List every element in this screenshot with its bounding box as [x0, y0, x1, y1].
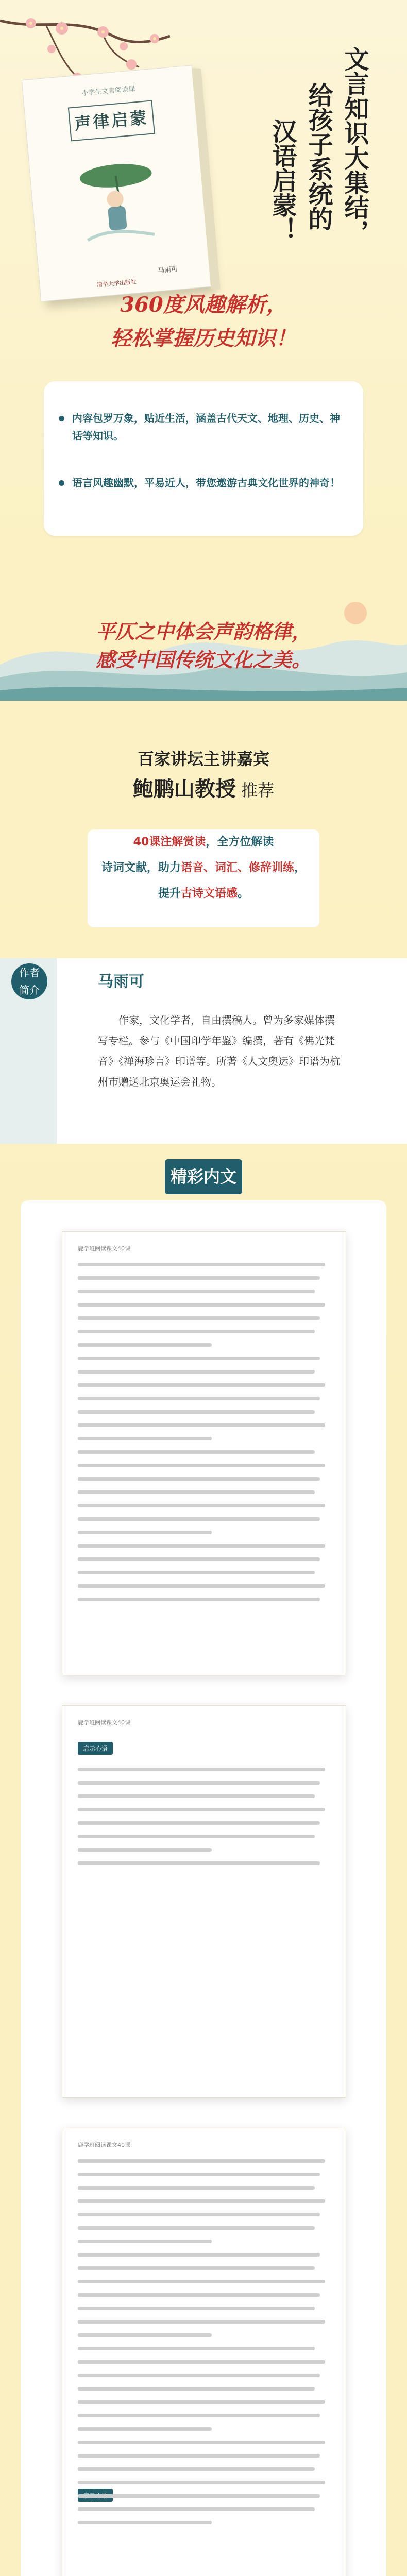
samples-section-title: 精彩内文	[165, 1159, 242, 1194]
text-line	[78, 1794, 315, 1798]
tab-text: 简介	[19, 984, 40, 996]
text-line	[78, 2293, 320, 2297]
recommender-name: 鲍鹏山教授	[132, 777, 236, 801]
text-line	[78, 1504, 325, 1507]
sheet-header: 鹿学班阅读课文40课	[78, 1245, 130, 1252]
text-line	[78, 1808, 325, 1811]
slogan-line-1: 360度风趣解析，	[120, 293, 287, 317]
text-line	[78, 2333, 212, 2337]
feature-item	[72, 410, 340, 445]
text-line	[78, 2481, 325, 2484]
text-line	[78, 2347, 315, 2350]
text: 诗词文献，助力	[101, 861, 181, 874]
text-line	[78, 1276, 320, 1280]
text-line	[78, 1290, 315, 1293]
sheet-tag: 启示心语	[78, 1742, 113, 1755]
text-line	[78, 2360, 325, 2364]
text-line	[78, 1316, 320, 1320]
author-card	[0, 958, 407, 1144]
text-line	[78, 2427, 212, 2431]
text-line	[78, 2226, 315, 2230]
headline-col-3: 汉语启蒙！	[268, 118, 297, 242]
sheet-header: 鹿学班阅读课文40课	[78, 1719, 130, 1726]
hero-section	[0, 0, 407, 567]
text-line	[78, 2494, 320, 2498]
text-line	[78, 2374, 320, 2377]
banner-line-1: 平仄之中体会声韵格律，	[95, 620, 311, 643]
text-line	[78, 1557, 320, 1561]
text-line	[78, 2467, 315, 2471]
sample-page-1	[62, 1231, 346, 1675]
text-line	[78, 2199, 325, 2203]
bullet-icon	[59, 416, 64, 421]
text-line	[78, 1598, 320, 1601]
recommend-line-2	[88, 855, 319, 881]
recommend-suffix: 推荐	[241, 781, 275, 800]
highlight-text: 40课注解赏读	[133, 836, 206, 849]
text-line	[78, 1423, 325, 1427]
text-line	[78, 1370, 315, 1374]
recommend-title: 百家讲坛主讲嘉宾	[137, 749, 269, 769]
text-line	[78, 2320, 325, 2324]
author-label-tab	[11, 963, 47, 999]
tab-text: 作者	[19, 967, 40, 979]
text: 提升	[158, 887, 181, 900]
text-line	[78, 1450, 315, 1454]
landscape-banner	[0, 587, 407, 701]
banner-line-2: 感受中国传统文化之美。	[95, 648, 311, 671]
text-line	[78, 1303, 325, 1307]
headline-col-2: 给孩子系统的	[304, 82, 333, 231]
text-line	[78, 2400, 325, 2404]
text-line	[78, 2159, 325, 2163]
highlight-text: 古诗文语感	[180, 887, 238, 900]
sample-pages-panel	[21, 1200, 386, 2576]
text-line	[78, 2507, 315, 2511]
text-line	[78, 2307, 315, 2310]
text-line	[78, 2454, 320, 2458]
sample-page-3	[62, 2128, 346, 2576]
feature-text: 语言风趣幽默，平易近人，带您遨游古典文化世界的神奇！	[72, 477, 340, 489]
book-cover	[22, 65, 211, 301]
text-line	[78, 1357, 320, 1360]
sheet-header: 鹿学班阅读课文40课	[78, 2142, 130, 2148]
book-series: 小学生文言阅读课	[81, 85, 135, 98]
text-line	[78, 2186, 315, 2190]
text-line	[78, 2173, 320, 2176]
text-line	[78, 1768, 325, 1771]
feature-text: 内容包罗万象，贴近生活，涵盖古代天文、地理、历史、神话等知识。	[72, 412, 340, 442]
text-line	[78, 1383, 325, 1387]
text: 。	[238, 887, 249, 900]
text-line	[78, 2253, 320, 2257]
child-with-lotus-leaf-illustration	[71, 151, 165, 246]
text-line	[78, 2387, 315, 2391]
recommend-subtitle	[0, 773, 407, 802]
recommend-line-3	[88, 881, 319, 907]
text-line	[78, 1397, 320, 1400]
recommend-line-1	[88, 829, 319, 855]
text-line	[78, 2240, 212, 2243]
feature-box	[44, 381, 363, 536]
text-line	[78, 1861, 320, 1865]
slogan-line-2: 轻松掌握历史知识！	[111, 326, 296, 350]
text: ，全方位解读	[206, 836, 274, 849]
text-line	[78, 1437, 212, 1440]
text-line	[78, 2441, 325, 2444]
text-line	[78, 1531, 212, 1534]
text-line	[78, 1821, 320, 1825]
book-title: 声律启蒙	[68, 100, 155, 141]
text: ，	[294, 861, 306, 874]
book-author: 马雨可	[157, 265, 178, 275]
text-line	[78, 1848, 212, 1852]
author-bio: 作家，文化学者，自由撰稿人。曾为多家媒体撰写专栏。参与《中国印学年鉴》编撰，著有《佛光梵音》《禅海珍言》印谱等。所著《人文奥运》印谱为杭州市赠送北京奥运会礼物。	[98, 1014, 340, 1088]
text-line	[78, 1477, 320, 1481]
text-line	[78, 1263, 325, 1266]
recommend-box	[88, 829, 319, 927]
text-line	[78, 1584, 325, 1588]
text-line	[78, 1343, 212, 1347]
text-line	[78, 2280, 325, 2283]
book-spine	[192, 68, 221, 289]
feature-item	[72, 474, 340, 492]
text-line	[78, 2266, 315, 2270]
text-line	[78, 2213, 320, 2216]
text-line	[78, 1330, 315, 1333]
text-line	[78, 1781, 320, 1785]
text-line	[78, 1544, 325, 1548]
text-line	[78, 1464, 325, 1467]
text-line	[78, 1490, 315, 1494]
text-line	[78, 2521, 212, 2524]
text-line	[78, 1410, 315, 1414]
book-publisher: 清华大学出版社	[96, 278, 137, 289]
text-line	[78, 2414, 320, 2417]
text-line	[78, 1571, 315, 1574]
headline-col-1: 文言知识大集结，	[340, 46, 369, 244]
bullet-icon	[59, 480, 64, 486]
sample-page-2	[62, 1705, 346, 2098]
text-line	[78, 1517, 320, 1521]
text-line	[78, 1835, 315, 1838]
highlight-text: 语音、词汇、修辞训练	[180, 861, 294, 874]
author-name: 马雨可	[98, 973, 144, 991]
